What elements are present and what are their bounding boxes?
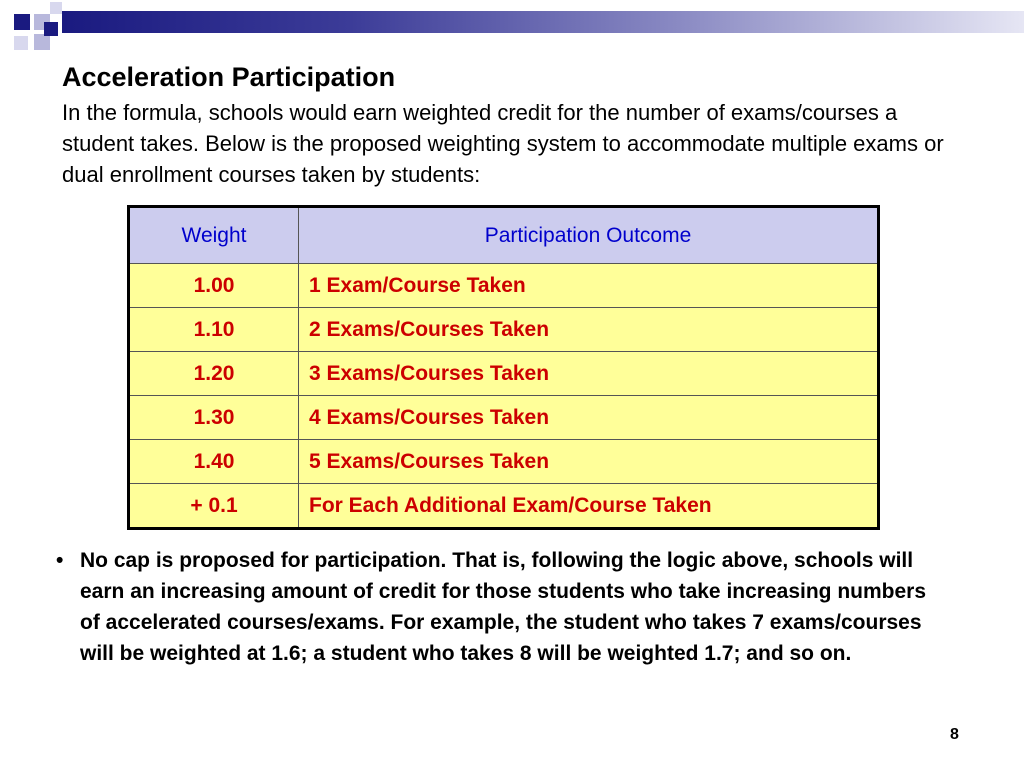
table-row xyxy=(129,308,879,352)
intro-paragraph: In the formula, schools would earn weighted credit for the number of exams/courses a student takes. Below is the proposed weighting system to accommodate multiple exams or dual enrollment courses taken by students: xyxy=(62,100,944,187)
weight-cell: 1.20 xyxy=(129,352,299,396)
weight-cell: 1.10 xyxy=(129,308,299,352)
weighting-table xyxy=(127,205,880,530)
decor-square-light xyxy=(34,34,50,50)
outcome-cell: 3 Exams/Courses Taken xyxy=(299,352,879,396)
table-row xyxy=(129,264,879,308)
table-row xyxy=(129,484,879,529)
outcome-cell: 4 Exams/Courses Taken xyxy=(299,396,879,440)
weight-cell: 1.00 xyxy=(129,264,299,308)
slide-title: Acceleration Participation xyxy=(62,62,396,92)
weight-cell: 1.40 xyxy=(129,440,299,484)
outcome-cell: For Each Additional Exam/Course Taken xyxy=(299,484,879,529)
outcome-cell: 5 Exams/Courses Taken xyxy=(299,440,879,484)
bullet-icon: • xyxy=(56,549,64,572)
outcome-cell: 2 Exams/Courses Taken xyxy=(299,308,879,352)
header-participation-outcome: Participation Outcome xyxy=(299,207,879,264)
decor-square-pale xyxy=(14,36,28,50)
decor-square-pale xyxy=(50,2,62,14)
weight-cell: 1.30 xyxy=(129,396,299,440)
page-number: 8 xyxy=(950,726,959,743)
table-row xyxy=(129,396,879,440)
bullet-point xyxy=(56,545,926,669)
header-weight: Weight xyxy=(129,207,299,264)
table-row xyxy=(129,440,879,484)
bullet-text: No cap is proposed for participation. That is, following the logic above, schools will earn an increasing amount of credit for those students who take increasing numbers of accelerated courses/exams. For example, the student who takes 7 exams/courses will be weighted at 1.6; a student who takes 8 will be weighted 1.7; and so on. xyxy=(80,549,927,665)
title-bar-gradient xyxy=(62,11,1024,33)
decor-square-navy xyxy=(44,22,58,36)
table-header-row xyxy=(129,207,879,264)
decor-square-navy xyxy=(14,14,30,30)
table-row xyxy=(129,352,879,396)
outcome-cell: 1 Exam/Course Taken xyxy=(299,264,879,308)
weight-cell: + 0.1 xyxy=(129,484,299,529)
